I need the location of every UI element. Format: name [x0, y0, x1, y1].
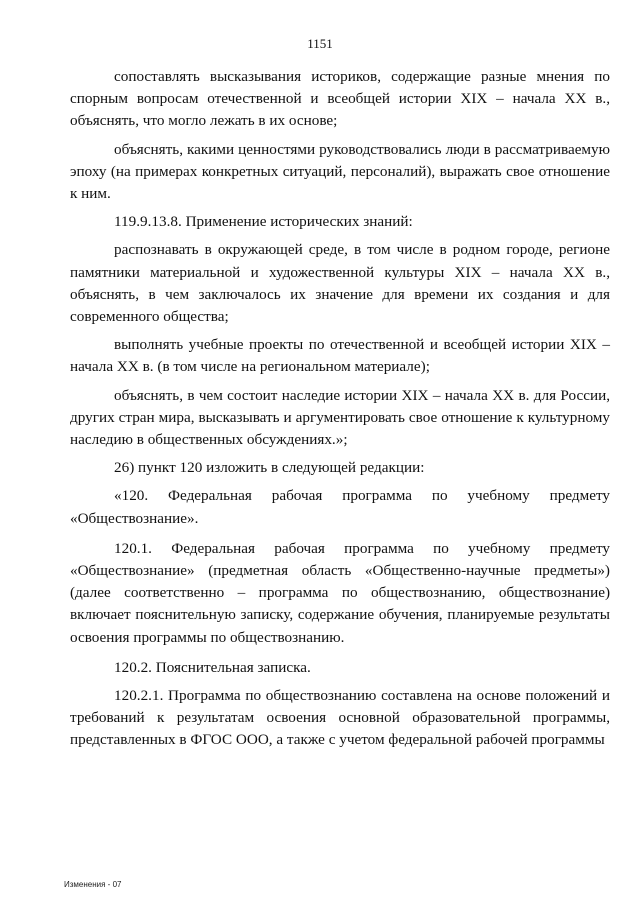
paragraph-section-120-2: 120.2. Пояснительная записка.: [114, 658, 311, 676]
paragraph-section-120: «120. Федеральная рабочая программа по учебному предмету «Обществознание».: [70, 487, 610, 527]
paragraph-section-119-9-13-8: 119.9.13.8. Применение исторических знаний:: [114, 213, 413, 231]
paragraph-section-120-1: 120.1. Федеральная рабочая программа по учебному предмету «Обществознание» (предметная область «Общественно-научные предметы») (далее соответственно – программа по обществознанию, обществознание) включает пояснительную записку, содержание обучения, планируемые результаты освоения программы по обществознанию.: [70, 539, 610, 646]
paragraph-explain-values: объяснять, какими ценностями руководствовались люди в рассматриваемую эпоху (на примерах конкретных ситуаций, персоналий), выражать свое отношение к ним.: [70, 140, 610, 203]
paragraph-section-120-2-1: 120.2.1. Программа по обществознанию составлена на основе положений и требований к результатам освоения основной образовательной программы, представленных в ФГОС ООО, а также с учетом федеральной рабочей программы: [70, 687, 610, 749]
paragraph-recognize-monuments: распознавать в окружающей среде, в том числе в родном городе, регионе памятники материальной и художественной культуры XIX – начала XX в., объяснять, в чем заключалось их значение для времени их создания и для современного общества;: [70, 241, 610, 326]
page-number: 1151: [307, 36, 333, 51]
paragraph-item-26: 26) пункт 120 изложить в следующей редакции:: [114, 459, 425, 477]
document-body: [70, 66, 610, 758]
paragraph-heritage: объяснять, в чем состоит наследие истории XIX – начала XX в. для России, других стран мира, высказывать и аргументировать свое отношение к культурному наследию в общественных обсуждениях.»;: [70, 386, 610, 449]
paragraph-projects: выполнять учебные проекты по отечественной и всеобщей истории XIX – начала XX в. (в том числе на региональном материале);: [70, 336, 610, 376]
paragraph-compare-historians: сопоставлять высказывания историков, содержащие разные мнения по спорным вопросам отечественной и всеобщей истории XIX – начала XX в., объяснять, что могло лежать в их основе;: [70, 68, 610, 130]
footer-note: Изменения - 07: [64, 880, 122, 889]
